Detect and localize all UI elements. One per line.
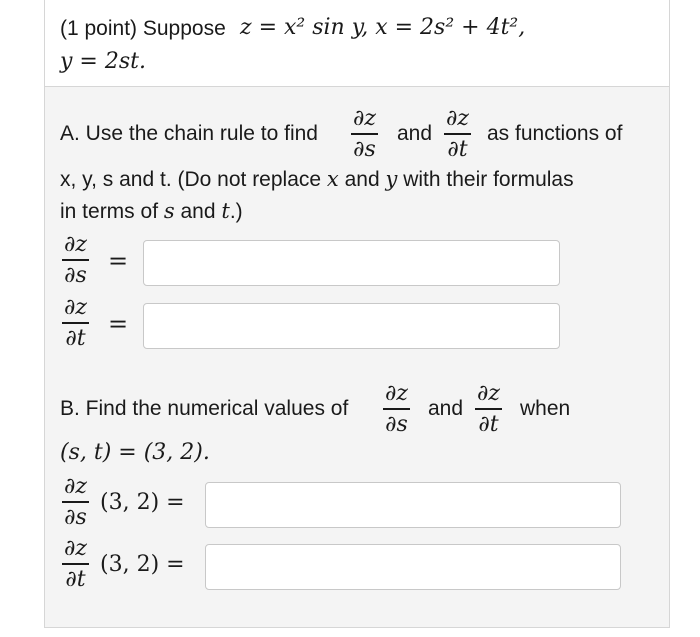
answer-a2-label: ∂z ∂t: [64, 295, 87, 351]
answer-b2-point: (3, 2) =: [100, 552, 185, 577]
equals-sign: =: [108, 247, 129, 275]
answer-a1-label: ∂z ∂s: [64, 232, 87, 288]
answer-b1-label: ∂z ∂s: [64, 474, 87, 530]
equals-sign: =: [108, 310, 129, 338]
dz-dt-fraction: ∂z ∂t: [477, 381, 500, 437]
dz-ds-fraction: ∂z ∂s: [353, 106, 376, 162]
y-definition: y = 2st.: [60, 49, 146, 74]
answer-b1-input[interactable]: [205, 482, 621, 528]
answer-a2-input[interactable]: [143, 303, 560, 349]
part-a-and: and: [397, 122, 433, 145]
answer-b1-point: (3, 2) =: [100, 490, 185, 515]
answer-b2-input[interactable]: [205, 544, 621, 590]
part-a-line3: in terms of s and t.): [60, 199, 243, 223]
z-definition: z = x² sin y, x = 2s² + 4t²,: [240, 15, 526, 40]
part-a-lead: A. Use the chain rule to find: [60, 122, 318, 145]
point-label: (1 point) Suppose: [60, 17, 226, 40]
answer-a1-input[interactable]: [143, 240, 560, 286]
answer-b2-label: ∂z ∂t: [64, 536, 87, 592]
part-a-tail: as functions of: [487, 122, 623, 145]
part-b-tail: when: [520, 397, 571, 420]
part-b-and: and: [428, 397, 464, 420]
part-b-point: (s, t) = (3, 2).: [60, 440, 210, 465]
dz-ds-fraction: ∂z ∂s: [385, 381, 408, 437]
dz-dt-fraction: ∂z ∂t: [446, 106, 469, 162]
part-b-lead: B. Find the numerical values of: [60, 397, 349, 420]
part-a-line2: x, y, s and t. (Do not replace x and y with their formulas: [60, 167, 574, 191]
